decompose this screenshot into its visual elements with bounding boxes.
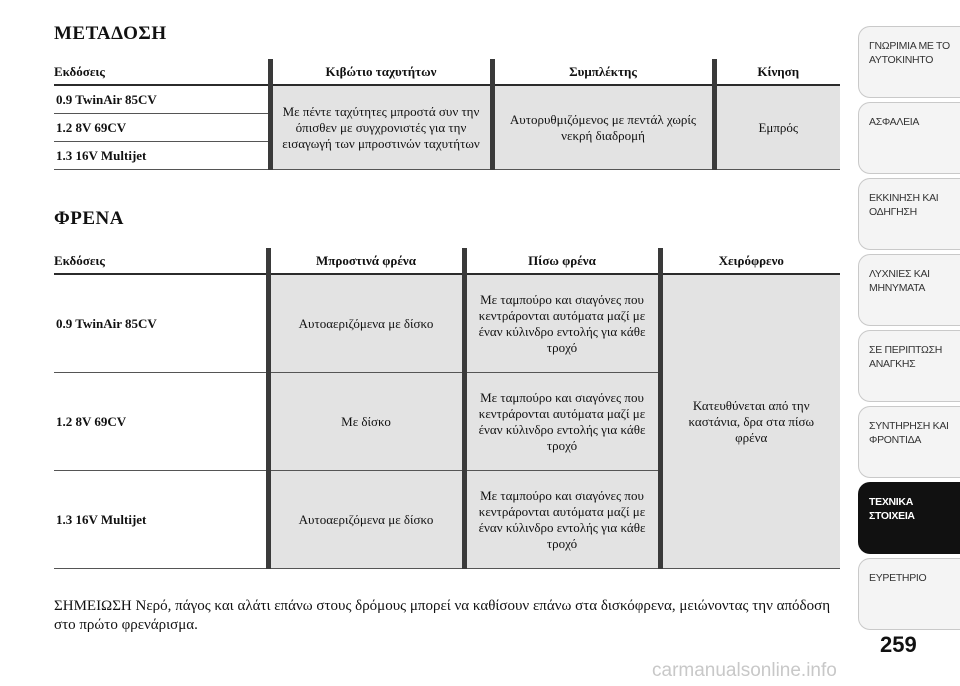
brake-note: ΣΗΜΕΙΩΣΗ Νερό, πάγος και αλάτι επάνω στους δρόμους μπορεί να καθίσουν επάνω στα δισκόφρενα, μειώνοντας την απόδοση στο πρώτο φρενάρισμα. (54, 598, 831, 633)
chapter-tab-label: ΕΚΚΙΝΗΣΗ ΚΑΙ (869, 192, 939, 204)
page-number: 259 (880, 632, 917, 657)
transmission-table (54, 59, 840, 170)
chapter-tab-label: ΑΥΤΟΚΙΝΗΤΟ (869, 54, 934, 66)
brakes-version: 1.3 16V Multijet (54, 471, 268, 569)
chapter-tab-label: ΕΥΡΕΤΗΡΙΟ (869, 572, 927, 584)
transmission-version: 1.3 16V Multijet (54, 142, 270, 170)
chapter-sidebar (858, 26, 960, 634)
chapter-tab[interactable] (858, 406, 960, 478)
chapter-tab-label: ΓΝΩΡΙΜΙΑ ΜΕ ΤΟ (869, 40, 950, 52)
rear-brake-cell: Με ταμπούρο και σιαγόνες που κεντράρονται αυτόματα μαζί με έναν κύλινδρο εντολής για κάθε τροχό (464, 373, 660, 471)
chapter-tab-label: ΦΡΟΝΤΙΔΑ (869, 434, 922, 446)
col-header-versions: Εκδόσεις (54, 248, 268, 274)
col-header-gearbox: Κιβώτιο ταχυτήτων (270, 59, 492, 85)
brakes-title: ΦΡΕΝΑ (54, 208, 124, 229)
col-header-handbrake: Χειρόφρενο (660, 248, 840, 274)
chapter-tab-label: ΜΗΝΥΜΑΤΑ (869, 282, 926, 294)
chapter-tab-label: ΣΥΝΤΗΡΗΣΗ ΚΑΙ (869, 420, 949, 432)
front-brake-cell: Αυτοαεριζόμενα με δίσκο (268, 274, 464, 373)
rear-brake-cell: Με ταμπούρο και σιαγόνες που κεντράρονται αυτόματα μαζί με έναν κύλινδρο εντολής για κάθε τροχό (464, 471, 660, 569)
brakes-version: 1.2 8V 69CV (54, 373, 268, 471)
chapter-tab-label: ΑΝΑΓΚΗΣ (869, 358, 916, 370)
chapter-tab-label: ΟΔΗΓΗΣΗ (869, 206, 917, 218)
gearbox-cell: Με πέντε ταχύτητες μπροστά συν την όπισθεν με συγχρονιστές για την εισαγωγή των μπροστινών ταχυτήτων (270, 85, 492, 170)
col-header-drive: Κίνηση (714, 59, 840, 85)
chapter-tab-label: ΑΣΦΑΛΕΙΑ (869, 116, 920, 128)
chapter-tab[interactable] (858, 102, 960, 174)
transmission-title: ΜΕΤΑΔΟΣΗ (54, 23, 167, 44)
chapter-tab[interactable] (858, 558, 960, 630)
watermark: carmanualsonline.info (652, 660, 837, 681)
chapter-tab[interactable] (858, 254, 960, 326)
front-brake-cell: Με δίσκο (268, 373, 464, 471)
front-brake-cell: Αυτοαεριζόμενα με δίσκο (268, 471, 464, 569)
clutch-cell: Αυτορυθμιζόμενος με πεντάλ χωρίς νεκρή διαδρομή (492, 85, 714, 170)
chapter-tab[interactable] (858, 482, 960, 554)
col-header-rear: Πίσω φρένα (464, 248, 660, 274)
drive-cell: Εμπρός (714, 85, 840, 170)
col-header-versions: Εκδόσεις (54, 59, 270, 85)
handbrake-cell: Κατευθύνεται από την καστάνια, δρα στα πίσω φρένα (660, 274, 840, 569)
chapter-tab[interactable] (858, 26, 960, 98)
col-header-front: Μπροστινά φρένα (268, 248, 464, 274)
chapter-tab[interactable] (858, 330, 960, 402)
transmission-version: 0.9 TwinAir 85CV (54, 85, 270, 114)
col-header-clutch: Συμπλέκτης (492, 59, 714, 85)
chapter-tab[interactable] (858, 178, 960, 250)
chapter-tab-label: ΛΥΧΝΙΕΣ ΚΑΙ (869, 268, 930, 280)
brakes-version: 0.9 TwinAir 85CV (54, 274, 268, 373)
brakes-table (54, 248, 840, 569)
rear-brake-cell: Με ταμπούρο και σιαγόνες που κεντράρονται αυτόματα μαζί με έναν κύλινδρο εντολής για κάθε τροχό (464, 274, 660, 373)
chapter-tab-label: ΣΤΟΙΧΕΙΑ (869, 510, 915, 522)
chapter-tab-label: ΤΕΧΝΙΚΑ (869, 496, 913, 508)
chapter-tab-label: ΣΕ ΠΕΡΙΠΤΩΣΗ (869, 344, 943, 356)
transmission-version: 1.2 8V 69CV (54, 114, 270, 142)
